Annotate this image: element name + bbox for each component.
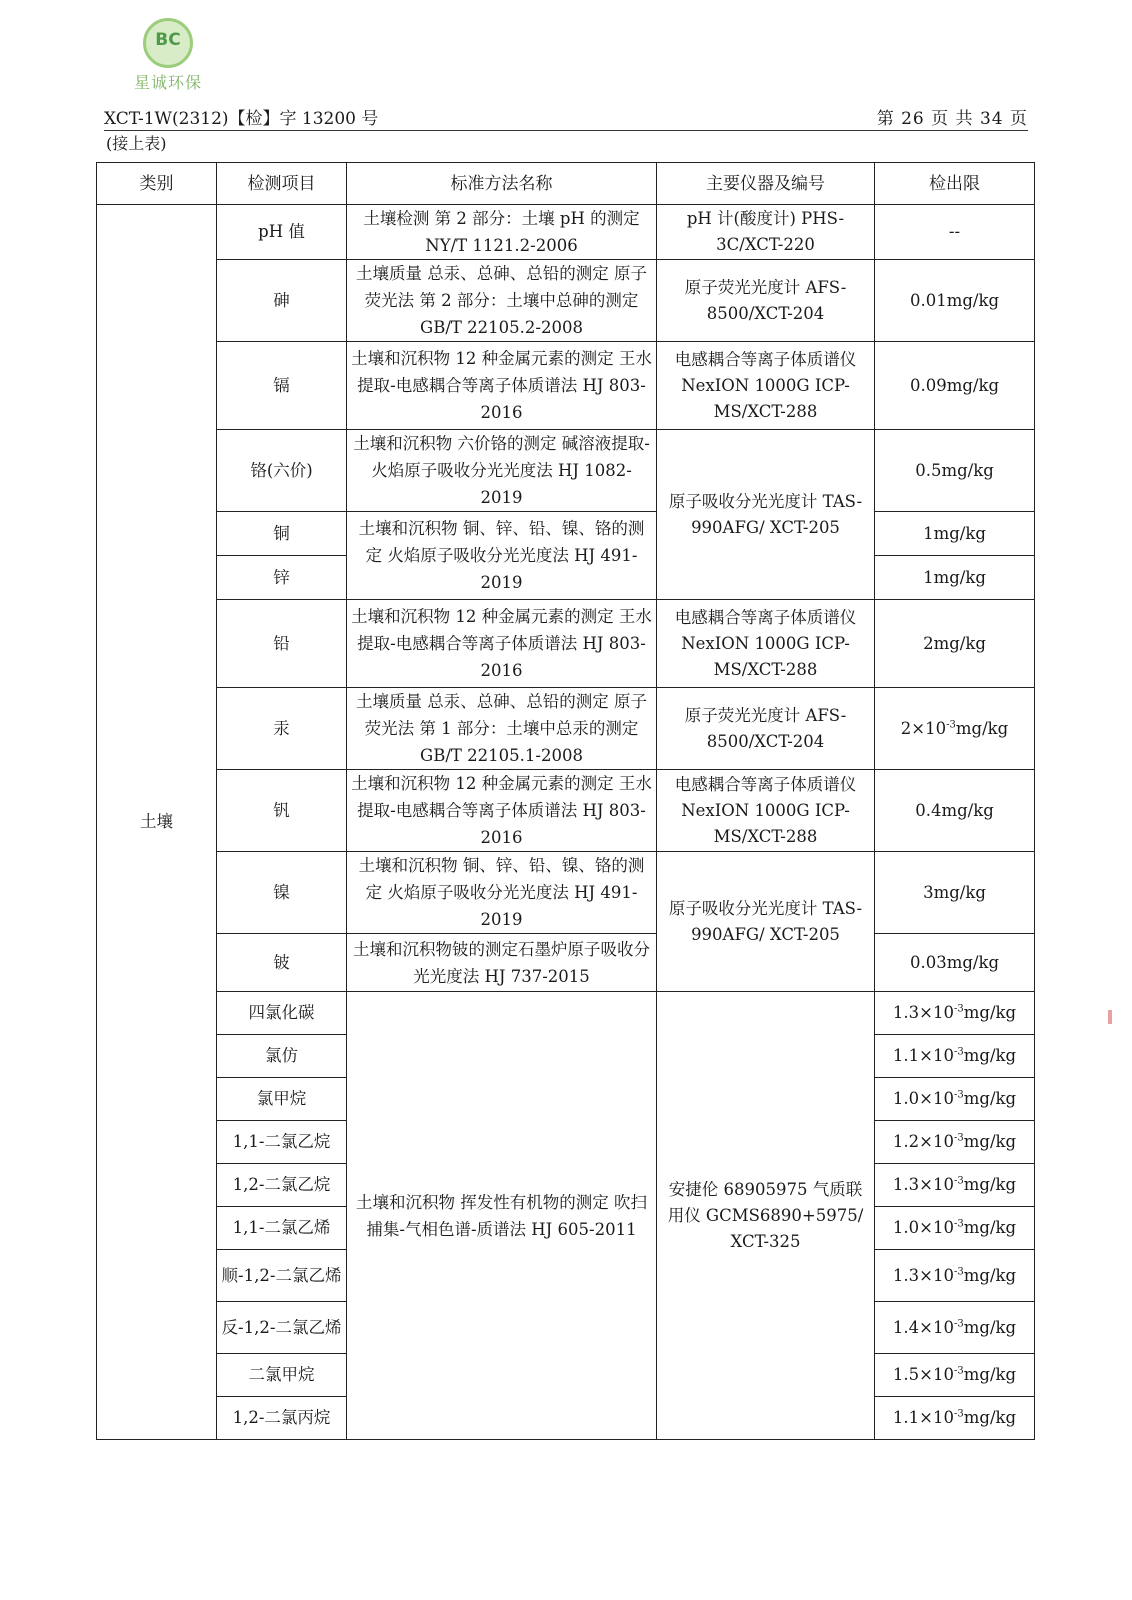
logo-icon xyxy=(143,18,193,68)
continued-note: (接上表) xyxy=(106,134,167,153)
limit-cell: 0.01mg/kg xyxy=(875,260,1035,342)
instrument-cell: 原子吸收分光光度计 TAS-990AFG/ XCT-205 xyxy=(657,430,875,600)
method-cell: 土壤和沉积物铍的测定石墨炉原子吸收分光光度法 HJ 737-2015 xyxy=(347,934,657,992)
column-header: 检出限 xyxy=(875,163,1035,205)
page-number: 第 26 页 共 34 页 xyxy=(876,109,1028,129)
company-name: 星诚环保 xyxy=(133,73,202,92)
method-cell: 土壤和沉积物 挥发性有机物的测定 吹扫捕集-气相色谱-质谱法 HJ 605-2011 xyxy=(347,992,657,1440)
table-row xyxy=(97,992,1035,1035)
limit-exponent: -3 xyxy=(953,1266,964,1277)
item-cell: 顺-1,2-二氯乙烯 xyxy=(217,1250,347,1302)
table-row xyxy=(97,600,1035,688)
item-cell: 氯甲烷 xyxy=(217,1078,347,1121)
table-row xyxy=(97,260,1035,342)
instrument-cell: 原子荧光光度计 AFS-8500/XCT-204 xyxy=(657,260,875,342)
limit-cell xyxy=(875,1164,1035,1207)
column-header: 类别 xyxy=(97,163,217,205)
edge-mark xyxy=(1108,1010,1112,1024)
item-cell: 砷 xyxy=(217,260,347,342)
table-row xyxy=(97,342,1035,430)
logo-mark-text: BC xyxy=(155,30,181,50)
limit-unit: mg/kg xyxy=(955,718,1009,738)
method-cell: 土壤质量 总汞、总砷、总铅的测定 原子荧光法 第 2 部分：土壤中总砷的测定 GB/T 22105.2-2008 xyxy=(347,260,657,342)
limit-base: 1.4×10 xyxy=(892,1317,954,1337)
limit-unit: mg/kg xyxy=(963,1408,1017,1427)
limit-base: 1.3×10 xyxy=(892,1175,954,1194)
table-header-row xyxy=(97,163,1035,205)
limit-exponent: -3 xyxy=(953,1175,964,1187)
limit-exponent: -3 xyxy=(953,1046,964,1058)
method-cell: 土壤和沉积物 六价铬的测定 碱溶液提取-火焰原子吸收分光光度法 HJ 1082-2019 xyxy=(347,430,657,512)
limit-unit: mg/kg xyxy=(963,1132,1017,1151)
limit-cell xyxy=(875,1354,1035,1397)
instrument-cell: 原子吸收分光光度计 TAS-990AFG/ XCT-205 xyxy=(657,852,875,992)
limit-exponent: -3 xyxy=(953,1365,964,1377)
limit-exponent: -3 xyxy=(953,1318,964,1329)
limit-unit: mg/kg xyxy=(963,1003,1017,1022)
limit-unit: mg/kg xyxy=(963,1317,1017,1337)
item-cell: 1,1-二氯乙烯 xyxy=(217,1207,347,1250)
test-methods-table xyxy=(96,162,1035,1440)
limit-exponent: -3 xyxy=(946,719,956,730)
table-row xyxy=(97,852,1035,934)
table-row xyxy=(97,430,1035,512)
item-cell: 反-1,2-二氯乙烯 xyxy=(217,1302,347,1354)
limit-cell xyxy=(875,1207,1035,1250)
item-cell: 铜 xyxy=(217,512,347,556)
table-row xyxy=(97,688,1035,770)
limit-base: 1.1×10 xyxy=(892,1046,954,1065)
method-cell: 土壤和沉积物 铜、锌、铅、镍、铬的测定 火焰原子吸收分光光度法 HJ 491-2019 xyxy=(347,512,657,600)
item-cell: 铅 xyxy=(217,600,347,688)
item-cell: 铍 xyxy=(217,934,347,992)
limit-cell xyxy=(875,1250,1035,1302)
column-header: 主要仪器及编号 xyxy=(657,163,875,205)
limit-cell: -- xyxy=(875,205,1035,260)
item-cell: 氯仿 xyxy=(217,1035,347,1078)
limit-cell: 0.4mg/kg xyxy=(875,770,1035,852)
limit-exponent: -3 xyxy=(953,1408,964,1420)
limit-cell xyxy=(875,1302,1035,1354)
limit-cell: 1mg/kg xyxy=(875,556,1035,600)
item-cell: 四氯化碳 xyxy=(217,992,347,1035)
item-cell: 汞 xyxy=(217,688,347,770)
limit-cell xyxy=(875,992,1035,1035)
limit-unit: mg/kg xyxy=(963,1046,1017,1065)
report-header xyxy=(104,104,1028,129)
item-cell: 1,2-二氯丙烷 xyxy=(217,1397,347,1440)
item-cell: 镉 xyxy=(217,342,347,430)
limit-cell xyxy=(875,1078,1035,1121)
limit-cell xyxy=(875,688,1035,770)
instrument-cell: 原子荧光光度计 AFS-8500/XCT-204 xyxy=(657,688,875,770)
item-cell: 镍 xyxy=(217,852,347,934)
item-cell: pH 值 xyxy=(217,205,347,260)
method-cell: 土壤和沉积物 12 种金属元素的测定 王水提取-电感耦合等离子体质谱法 HJ 803-2016 xyxy=(347,342,657,430)
limit-base: 1.3×10 xyxy=(892,1003,954,1022)
limit-unit: mg/kg xyxy=(963,1365,1017,1384)
limit-exponent: -3 xyxy=(953,1089,964,1101)
method-cell: 土壤检测 第 2 部分：土壤 pH 的测定 NY/T 1121.2-2006 xyxy=(347,205,657,260)
limit-cell: 3mg/kg xyxy=(875,852,1035,934)
instrument-cell: 电感耦合等离子体质谱仪 NexION 1000G ICP-MS/XCT-288 xyxy=(657,342,875,430)
method-cell: 土壤质量 总汞、总砷、总铅的测定 原子荧光法 第 1 部分：土壤中总汞的测定 GB/T 22105.1-2008 xyxy=(347,688,657,770)
limit-base: 1.1×10 xyxy=(892,1408,954,1427)
method-cell: 土壤和沉积物 铜、锌、铅、镍、铬的测定 火焰原子吸收分光光度法 HJ 491-2019 xyxy=(347,852,657,934)
document-number: XCT-1W(2312)【检】字 13200 号 xyxy=(104,109,379,129)
column-header: 检测项目 xyxy=(217,163,347,205)
category-cell: 土壤 xyxy=(97,205,217,1440)
table-row xyxy=(97,205,1035,260)
limit-base: 1.0×10 xyxy=(892,1218,954,1237)
limit-unit: mg/kg xyxy=(963,1218,1017,1237)
table-row xyxy=(97,934,1035,992)
instrument-cell: pH 计(酸度计) PHS-3C/XCT-220 xyxy=(657,205,875,260)
limit-cell: 0.09mg/kg xyxy=(875,342,1035,430)
limit-base: 1.5×10 xyxy=(892,1365,954,1384)
limit-cell xyxy=(875,1121,1035,1164)
limit-cell: 0.5mg/kg xyxy=(875,430,1035,512)
limit-cell xyxy=(875,1397,1035,1440)
limit-cell: 2mg/kg xyxy=(875,600,1035,688)
table-row xyxy=(97,512,1035,556)
method-cell: 土壤和沉积物 12 种金属元素的测定 王水提取-电感耦合等离子体质谱法 HJ 803-2016 xyxy=(347,770,657,852)
limit-exponent: -3 xyxy=(953,1218,964,1230)
instrument-cell: 安捷伦 68905975 气质联用仪 GCMS6890+5975/ XCT-325 xyxy=(657,992,875,1440)
instrument-cell: 电感耦合等离子体质谱仪 NexION 1000G ICP-MS/XCT-288 xyxy=(657,600,875,688)
limit-base: 1.2×10 xyxy=(892,1132,954,1151)
limit-cell xyxy=(875,1035,1035,1078)
item-cell: 锌 xyxy=(217,556,347,600)
item-cell: 铬(六价) xyxy=(217,430,347,512)
column-header: 标准方法名称 xyxy=(347,163,657,205)
limit-unit: mg/kg xyxy=(963,1089,1017,1108)
item-cell: 1,2-二氯乙烷 xyxy=(217,1164,347,1207)
limit-base: 2×10 xyxy=(900,718,947,738)
item-cell: 钒 xyxy=(217,770,347,852)
table-row xyxy=(97,770,1035,852)
item-cell: 二氯甲烷 xyxy=(217,1354,347,1397)
limit-cell: 0.03mg/kg xyxy=(875,934,1035,992)
limit-exponent: -3 xyxy=(953,1003,964,1015)
item-cell: 1,1-二氯乙烷 xyxy=(217,1121,347,1164)
limit-unit: mg/kg xyxy=(963,1175,1017,1194)
limit-base: 1.0×10 xyxy=(892,1089,954,1108)
limit-cell: 1mg/kg xyxy=(875,512,1035,556)
header-divider xyxy=(104,130,1028,131)
limit-unit: mg/kg xyxy=(963,1265,1017,1285)
method-cell: 土壤和沉积物 12 种金属元素的测定 王水提取-电感耦合等离子体质谱法 HJ 803-2016 xyxy=(347,600,657,688)
company-logo xyxy=(128,18,208,93)
limit-exponent: -3 xyxy=(953,1132,964,1144)
limit-base: 1.3×10 xyxy=(892,1265,954,1285)
instrument-cell: 电感耦合等离子体质谱仪 NexION 1000G ICP-MS/XCT-288 xyxy=(657,770,875,852)
